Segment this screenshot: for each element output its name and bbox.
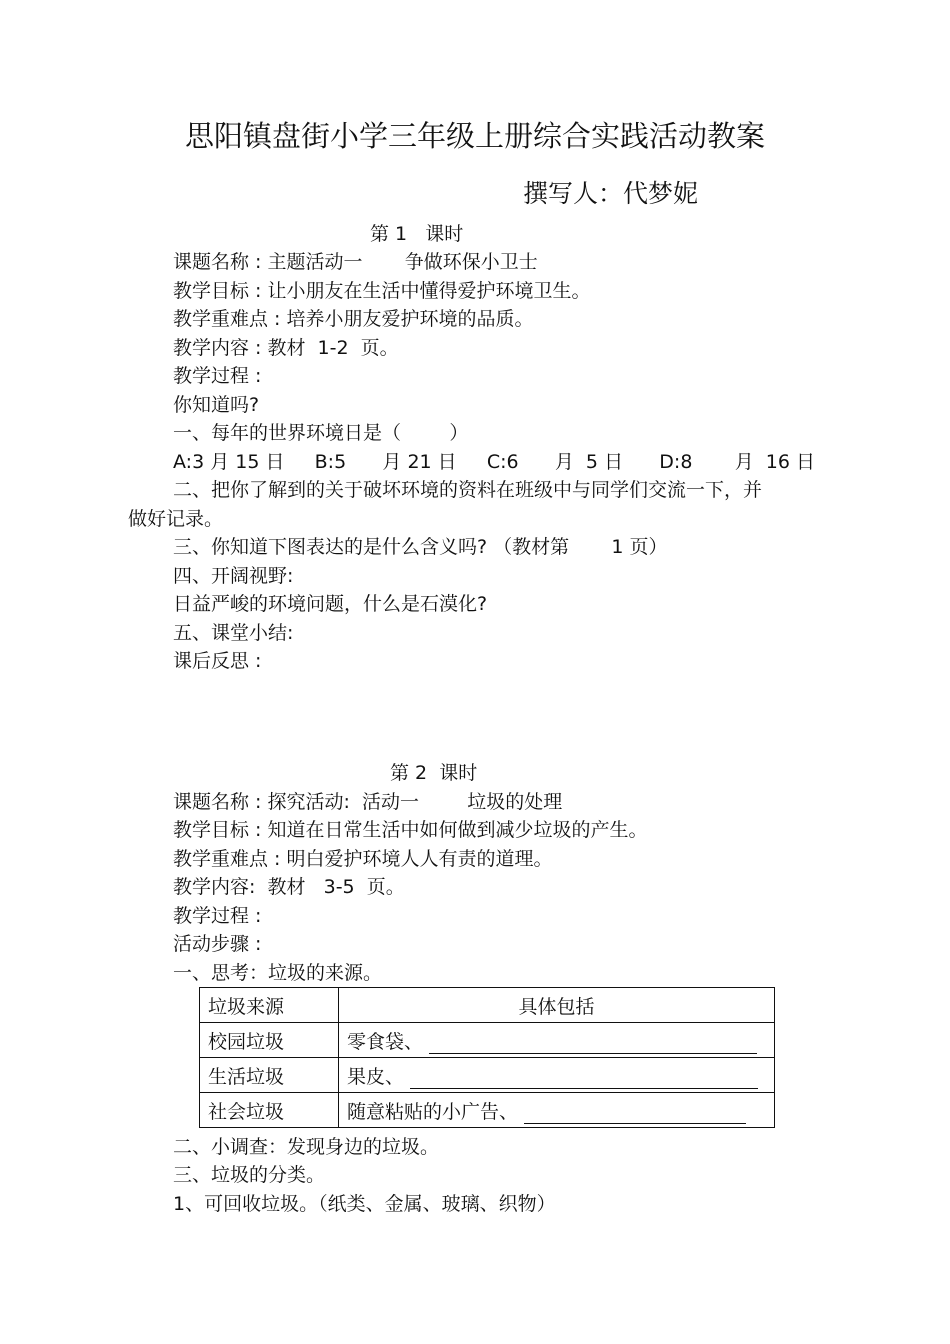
lesson1-question-2: 二、把你了解到的关于破坏环境的资料在班级中与同学们交流一下，并 [173,479,763,501]
table-cell-source: 生活垃圾 [200,1058,339,1093]
lesson2-heading: 第 2 课时 [390,762,478,784]
fill-in-blank [429,1033,757,1054]
lesson1-question-4: 四、开阔视野: [173,565,294,587]
lesson1-question-3: 三、你知道下图表达的是什么含义吗? （教材第 1 页） [173,536,668,558]
fill-in-blank [524,1103,746,1124]
lesson1-content: 教学内容 : 教材 1-2 页。 [173,337,399,359]
lesson1-question-2-cont: 做好记录。 [128,508,224,530]
table-cell-items [339,1058,775,1093]
lesson2-goal: 教学目标 : 知道在日常生活中如何做到减少垃圾的产生。 [173,819,648,841]
author-line: 撰写人：代梦妮 [523,179,699,208]
table-cell-source: 校园垃圾 [200,1023,339,1058]
table-header-cell: 垃圾来源 [200,988,339,1023]
table-cell-items [339,1023,775,1058]
items-text: 零食袋、 [347,1030,424,1053]
lesson1-goal: 教学目标 : 让小朋友在生活中懂得爱护环境卫生。 [173,280,591,302]
table-row [200,1093,775,1128]
table-header-cell: 具体包括 [339,988,775,1023]
garbage-source-table [199,987,775,1128]
lesson2-topic: 课题名称 : 探究活动: 活动一 垃圾的处理 [173,791,563,813]
table-cell-items [339,1093,775,1128]
lesson1-options: A:3 月 15 日 B:5 月 21 日 C:6 月 5 日 D:8 月 16 日 [173,451,815,473]
table-cell-source: 社会垃圾 [200,1093,339,1128]
lesson1-did-you-know: 你知道吗? [173,394,260,416]
fill-in-blank [410,1068,758,1089]
lesson2-key-points: 教学重难点 : 明白爱护环境人人有责的道理。 [173,848,553,870]
lesson1-process: 教学过程 : [173,365,262,387]
document-title: 思阳镇盘街小学三年级上册综合实践活动教案 [184,119,765,153]
table-row [200,1023,775,1058]
lesson2-step-1: 一、思考：垃圾的来源。 [173,962,383,984]
lesson1-question-4-text: 日益严峻的环境问题，什么是石漠化? [173,593,488,615]
lesson2-step-3: 三、垃圾的分类。 [173,1164,326,1186]
table-row [200,1058,775,1093]
lesson2-step-2: 二、小调查：发现身边的垃圾。 [173,1136,440,1158]
items-text: 随意粘贴的小广告、 [347,1100,519,1123]
lesson1-question-5: 五、课堂小结: [173,622,294,644]
lesson1-question-1: 一、每年的世界环境日是（ ） [173,422,469,444]
lesson1-topic: 课题名称 : 主题活动一 争做环保小卫士 [173,251,538,273]
lesson1-key-points: 教学重难点 : 培养小朋友爱护环境的品质。 [173,308,534,330]
lesson2-step-3-1: 1、可回收垃圾。（纸类、金属、玻璃、织物） [173,1193,556,1215]
items-text: 果皮、 [347,1065,405,1088]
lesson2-process: 教学过程 : [173,905,262,927]
lesson1-reflection: 课后反思 : [173,650,262,672]
lesson2-content: 教学内容: 教材 3-5 页。 [173,876,405,898]
lesson2-steps: 活动步骤 : [173,933,262,955]
lesson1-heading: 第 1 课时 [370,223,464,245]
table-header-row [200,988,775,1023]
